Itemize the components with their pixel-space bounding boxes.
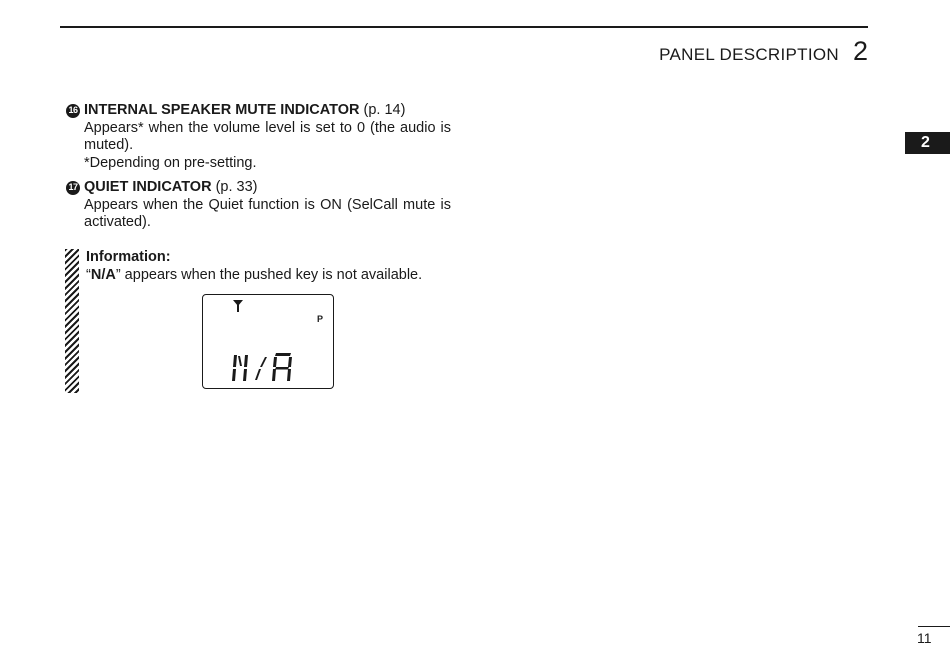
chapter-tab: 2 [905,132,950,154]
chapter-number: 2 [852,36,868,66]
item-description [84,197,451,232]
item-internal-speaker-mute [66,102,451,172]
open-quote: “ [86,266,91,283]
item-heading [66,179,451,197]
page-reference: (p. 14) [363,102,406,118]
lcd-display [202,294,334,389]
lcd-segment-text [231,352,297,384]
info-hatch-bar [65,249,79,393]
item-body-text: Appears* when the volume level is set to 0 (the audio is muted). [84,119,451,153]
footer-rule [918,626,950,627]
section-title: PANEL DESCRIPTION [659,45,839,64]
page-number: 11 [917,630,932,646]
information-title: Information: [86,249,171,265]
item-note: *Depending on pre-setting. [84,154,257,171]
item-body-text: Appears when the Quiet function is ON (SelCall mute is activated). [84,196,451,230]
information-key: N/A [90,266,116,283]
top-rule [60,26,868,28]
item-number-badge: 16 [66,104,80,118]
item-title: INTERNAL SPEAKER MUTE INDICATOR [84,102,360,118]
information-rest: ” appears when the pushed key is not available. [115,266,423,283]
page-reference: (p. 33) [215,179,258,195]
item-description [84,120,451,155]
information-box [86,249,486,284]
information-text [86,267,486,285]
item-number-badge: 17 [66,181,80,195]
page-header [659,36,868,67]
item-title: QUIET INDICATOR [84,179,212,195]
item-heading [66,102,451,120]
item-quiet-indicator [66,179,451,232]
antenna-icon [232,299,244,312]
lcd-p-indicator: P [317,314,324,324]
